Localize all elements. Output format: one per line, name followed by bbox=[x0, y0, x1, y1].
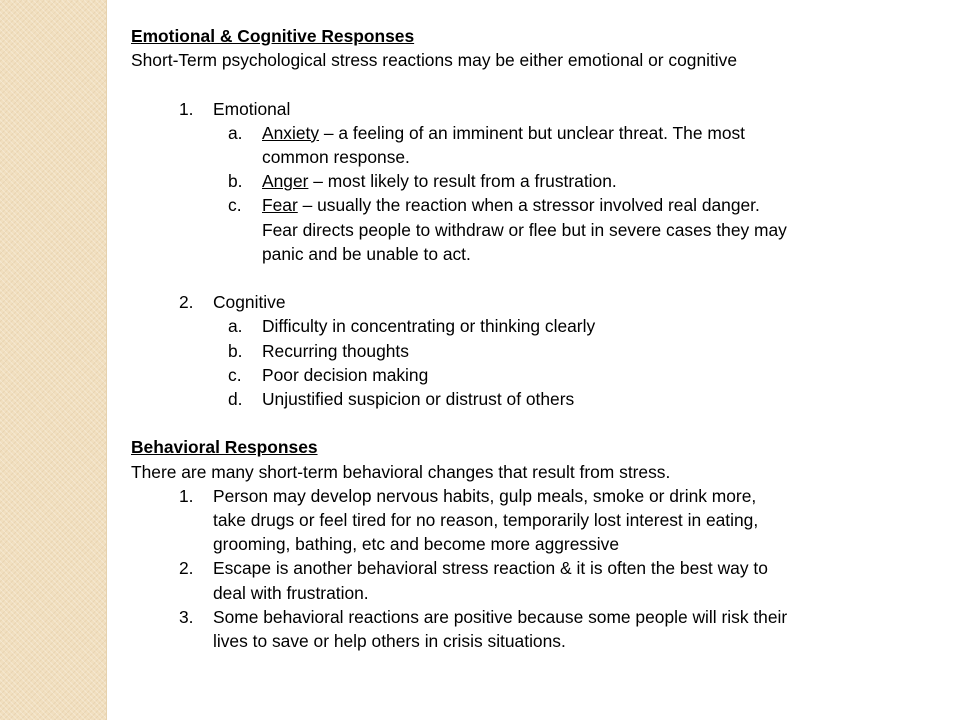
sub-item-anger bbox=[228, 169, 931, 193]
decorative-sidebar bbox=[0, 0, 107, 720]
sub-text: Difficulty in concentrating or thinking clearly bbox=[262, 316, 596, 337]
behavioral-intro: There are many short-term behavioral changes that result from stress. bbox=[131, 461, 671, 482]
short-term-intro: Short-Term psychological stress reactions may be either emotional or cognitive bbox=[131, 50, 738, 71]
behavioral-item-3 bbox=[179, 605, 931, 653]
sub-text-line: panic and be unable to act. bbox=[262, 243, 471, 264]
list-number: 3. bbox=[179, 606, 194, 627]
sub-text-line: – a feeling of an imminent but unclear threat. The most bbox=[319, 122, 746, 143]
behavioral-item-1 bbox=[179, 484, 931, 557]
item-text-line: lives to save or help others in crisis situations. bbox=[213, 631, 566, 652]
sub-text-line: – most likely to result from a frustration. bbox=[308, 171, 617, 192]
sub-text: Recurring thoughts bbox=[262, 340, 409, 361]
sub-text-line: Fear directs people to withdraw or flee but in severe cases they may bbox=[262, 219, 787, 240]
sub-text: Poor decision making bbox=[262, 364, 429, 385]
term-anger: Anger bbox=[262, 171, 309, 192]
list-item-title: Emotional bbox=[213, 98, 291, 119]
item-text-line: deal with frustration. bbox=[213, 582, 369, 603]
behavioral-heading: Behavioral Responses bbox=[131, 437, 318, 458]
list-number: 1. bbox=[179, 485, 194, 506]
sub-letter: d. bbox=[228, 389, 243, 410]
item-text-line: grooming, bathing, etc and become more aggressive bbox=[213, 534, 620, 555]
list-item-title: Cognitive bbox=[213, 292, 286, 313]
sub-item-cognitive-d bbox=[228, 387, 931, 411]
item-text-line: Escape is another behavioral stress reaction & it is often the best way to bbox=[213, 558, 768, 579]
document-body bbox=[131, 24, 931, 653]
sub-item-cognitive-c bbox=[228, 363, 931, 387]
behavioral-item-2 bbox=[179, 556, 931, 604]
sub-letter: b. bbox=[228, 340, 243, 361]
sub-letter: a. bbox=[228, 316, 243, 337]
list-number: 1. bbox=[179, 98, 194, 119]
sub-item-cognitive-b bbox=[228, 339, 931, 363]
list-item-emotional bbox=[179, 97, 931, 121]
emotional-cognitive-heading: Emotional & Cognitive Responses bbox=[131, 26, 415, 46]
term-fear: Fear bbox=[262, 195, 298, 216]
sub-text: Unjustified suspicion or distrust of others bbox=[262, 389, 575, 410]
sub-item-anxiety bbox=[228, 121, 931, 169]
sub-letter: c. bbox=[228, 195, 242, 216]
sub-letter: b. bbox=[228, 171, 243, 192]
list-number: 2. bbox=[179, 558, 194, 579]
sub-text-line: common response. bbox=[262, 147, 410, 167]
sub-item-cognitive-a bbox=[228, 314, 931, 338]
term-anxiety: Anxiety bbox=[262, 122, 320, 143]
list-item-cognitive bbox=[179, 290, 931, 314]
sub-letter: c. bbox=[228, 364, 242, 385]
sub-letter: a. bbox=[228, 122, 243, 143]
item-text-line: take drugs or feel tired for no reason, temporarily lost interest in eating, bbox=[213, 510, 759, 531]
sub-text-line: – usually the reaction when a stressor involved real danger. bbox=[297, 195, 760, 216]
item-text-line: Some behavioral reactions are positive because some people will risk their bbox=[213, 606, 788, 627]
list-number: 2. bbox=[179, 292, 194, 313]
sub-item-fear bbox=[228, 193, 931, 266]
item-text-line: Person may develop nervous habits, gulp meals, smoke or drink more, bbox=[213, 485, 757, 506]
